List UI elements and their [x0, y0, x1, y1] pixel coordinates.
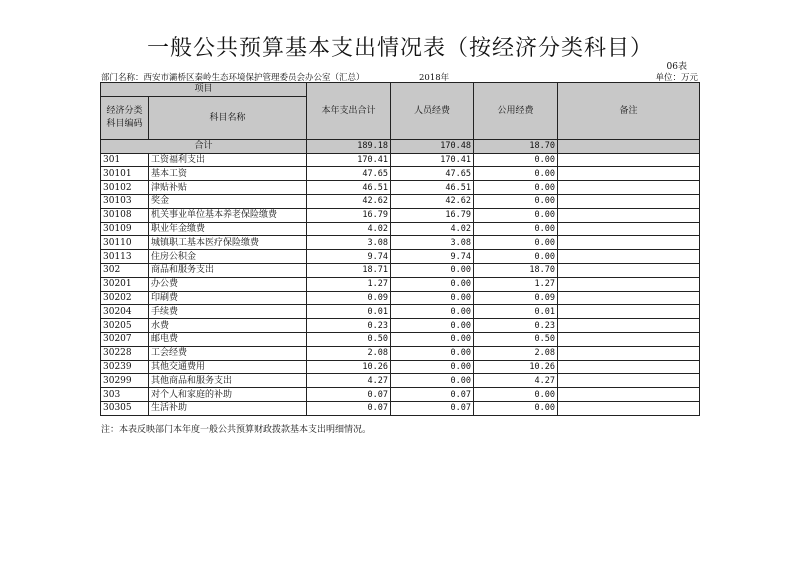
form-number: 06表 [666, 62, 687, 72]
row-total: 0.07 [307, 401, 391, 415]
row-personnel: 0.00 [391, 319, 474, 333]
year-label: 2018年 [419, 73, 450, 83]
row-code: 30103 [101, 194, 149, 208]
row-code: 30108 [101, 208, 149, 222]
row-remark [558, 167, 700, 181]
total-label: 合计 [101, 139, 307, 153]
table-row [101, 319, 700, 333]
row-remark [558, 208, 700, 222]
row-remark [558, 401, 700, 415]
row-code: 302 [101, 263, 149, 277]
table-row [101, 263, 700, 277]
row-total: 46.51 [307, 181, 391, 195]
row-public: 0.01 [474, 305, 558, 319]
table-row [101, 401, 700, 415]
row-remark [558, 360, 700, 374]
row-public: 2.08 [474, 346, 558, 360]
row-remark [558, 222, 700, 236]
row-remark [558, 236, 700, 250]
row-public: 0.09 [474, 291, 558, 305]
row-personnel: 0.00 [391, 277, 474, 291]
row-public: 0.00 [474, 181, 558, 195]
row-code: 30101 [101, 167, 149, 181]
row-total: 42.62 [307, 194, 391, 208]
row-personnel: 0.00 [391, 374, 474, 388]
row-total: 10.26 [307, 360, 391, 374]
row-code: 30205 [101, 319, 149, 333]
table-row [101, 277, 700, 291]
row-total: 4.02 [307, 222, 391, 236]
row-name: 对个人和家庭的补助 [149, 388, 307, 402]
header-code: 经济分类科目编码 [101, 96, 149, 139]
row-public: 0.50 [474, 332, 558, 346]
row-public: 0.00 [474, 401, 558, 415]
row-total: 0.07 [307, 388, 391, 402]
table-row [101, 194, 700, 208]
row-remark [558, 388, 700, 402]
row-public: 0.23 [474, 319, 558, 333]
row-personnel: 0.00 [391, 305, 474, 319]
row-code: 303 [101, 388, 149, 402]
row-code: 30113 [101, 250, 149, 264]
row-code: 30202 [101, 291, 149, 305]
total-row [101, 139, 700, 153]
row-personnel: 42.62 [391, 194, 474, 208]
row-public: 10.26 [474, 360, 558, 374]
row-total: 18.71 [307, 263, 391, 277]
table-row [101, 250, 700, 264]
row-remark [558, 374, 700, 388]
row-code: 301 [101, 153, 149, 167]
row-code: 30207 [101, 332, 149, 346]
row-name: 津贴补贴 [149, 181, 307, 195]
row-total: 0.09 [307, 291, 391, 305]
row-name: 办公费 [149, 277, 307, 291]
table-row [101, 388, 700, 402]
row-personnel: 0.07 [391, 401, 474, 415]
total-remark [558, 139, 700, 153]
row-personnel: 0.00 [391, 263, 474, 277]
expenditure-table [100, 82, 700, 416]
table-row [101, 305, 700, 319]
row-remark [558, 291, 700, 305]
row-public: 0.00 [474, 388, 558, 402]
row-total: 2.08 [307, 346, 391, 360]
table-row [101, 374, 700, 388]
table-row [101, 153, 700, 167]
row-code: 30228 [101, 346, 149, 360]
row-total: 1.27 [307, 277, 391, 291]
row-remark [558, 153, 700, 167]
row-remark [558, 194, 700, 208]
row-total: 170.41 [307, 153, 391, 167]
row-name: 工会经费 [149, 346, 307, 360]
row-name: 邮电费 [149, 332, 307, 346]
department-label: 部门名称：西安市灞桥区秦岭生态环境保护管理委员会办公室（汇总） [101, 73, 365, 83]
row-public: 4.27 [474, 374, 558, 388]
row-personnel: 0.00 [391, 360, 474, 374]
row-public: 0.00 [474, 153, 558, 167]
row-code: 30110 [101, 236, 149, 250]
row-name: 商品和服务支出 [149, 263, 307, 277]
row-public: 0.00 [474, 222, 558, 236]
total-public: 18.70 [474, 139, 558, 153]
row-total: 0.50 [307, 332, 391, 346]
page-title: 一般公共预算基本支出情况表（按经济分类科目） [146, 36, 653, 61]
row-personnel: 47.65 [391, 167, 474, 181]
row-total: 4.27 [307, 374, 391, 388]
row-name: 机关事业单位基本养老保险缴费 [149, 208, 307, 222]
header-item: 项目 [101, 83, 307, 97]
row-personnel: 3.08 [391, 236, 474, 250]
row-name: 水费 [149, 319, 307, 333]
row-personnel: 0.00 [391, 346, 474, 360]
row-name: 工资福利支出 [149, 153, 307, 167]
row-name: 奖金 [149, 194, 307, 208]
table-row [101, 346, 700, 360]
row-name: 住房公积金 [149, 250, 307, 264]
row-public: 0.00 [474, 250, 558, 264]
row-remark [558, 346, 700, 360]
row-personnel: 170.41 [391, 153, 474, 167]
row-code: 30239 [101, 360, 149, 374]
row-name: 其他商品和服务支出 [149, 374, 307, 388]
table-row [101, 167, 700, 181]
row-total: 47.65 [307, 167, 391, 181]
row-remark [558, 277, 700, 291]
row-code: 30299 [101, 374, 149, 388]
header-remark: 备注 [558, 83, 700, 140]
header-total: 本年支出合计 [307, 83, 391, 140]
row-total: 0.01 [307, 305, 391, 319]
row-code: 30204 [101, 305, 149, 319]
table-row [101, 360, 700, 374]
table-row [101, 236, 700, 250]
row-remark [558, 181, 700, 195]
row-remark [558, 263, 700, 277]
row-remark [558, 305, 700, 319]
row-public: 0.00 [474, 194, 558, 208]
row-total: 16.79 [307, 208, 391, 222]
footnote: 注：本表反映部门本年度一般公共预算财政拨款基本支出明细情况。 [101, 425, 372, 435]
unit-label: 单位：万元 [655, 73, 698, 83]
table-row [101, 208, 700, 222]
total-personnel: 170.48 [391, 139, 474, 153]
header-personnel: 人员经费 [391, 83, 474, 140]
row-remark [558, 250, 700, 264]
row-remark [558, 319, 700, 333]
row-personnel: 0.00 [391, 291, 474, 305]
table-row [101, 291, 700, 305]
header-public: 公用经费 [474, 83, 558, 140]
table-row [101, 181, 700, 195]
row-personnel: 16.79 [391, 208, 474, 222]
row-personnel: 46.51 [391, 181, 474, 195]
header-name: 科目名称 [149, 96, 307, 139]
row-code: 30305 [101, 401, 149, 415]
row-public: 1.27 [474, 277, 558, 291]
row-name: 生活补助 [149, 401, 307, 415]
row-personnel: 0.07 [391, 388, 474, 402]
row-public: 18.70 [474, 263, 558, 277]
row-public: 0.00 [474, 167, 558, 181]
row-name: 印刷费 [149, 291, 307, 305]
row-total: 9.74 [307, 250, 391, 264]
row-public: 0.00 [474, 236, 558, 250]
row-public: 0.00 [474, 208, 558, 222]
row-name: 基本工资 [149, 167, 307, 181]
row-total: 3.08 [307, 236, 391, 250]
table-row [101, 332, 700, 346]
row-personnel: 4.02 [391, 222, 474, 236]
row-name: 其他交通费用 [149, 360, 307, 374]
row-code: 30201 [101, 277, 149, 291]
row-name: 手续费 [149, 305, 307, 319]
row-code: 30109 [101, 222, 149, 236]
row-code: 30102 [101, 181, 149, 195]
row-total: 0.23 [307, 319, 391, 333]
row-name: 职业年金缴费 [149, 222, 307, 236]
row-personnel: 9.74 [391, 250, 474, 264]
table-row [101, 222, 700, 236]
row-name: 城镇职工基本医疗保险缴费 [149, 236, 307, 250]
row-remark [558, 332, 700, 346]
row-personnel: 0.00 [391, 332, 474, 346]
total-amount: 189.18 [307, 139, 391, 153]
